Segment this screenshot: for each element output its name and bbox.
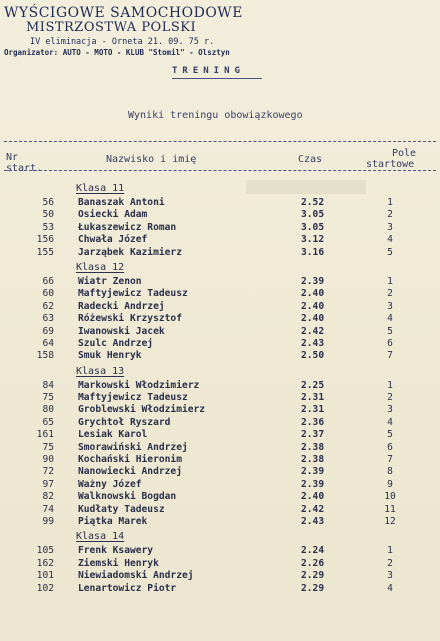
grid-position: 4 xyxy=(387,234,393,246)
results-list xyxy=(0,183,440,595)
lap-time: 2.40 xyxy=(301,491,325,503)
start-number: 155 xyxy=(36,246,54,258)
lap-time: 2.42 xyxy=(301,325,325,337)
session-underline xyxy=(172,78,262,79)
grid-position: 1 xyxy=(387,197,393,208)
start-number: 101 xyxy=(36,570,54,582)
result-row xyxy=(0,417,440,429)
grid-position: 7 xyxy=(387,350,393,362)
start-number: 62 xyxy=(42,300,54,312)
grid-position: 10 xyxy=(384,491,396,503)
lap-time: 2.37 xyxy=(301,429,325,441)
driver-name: Niewiadomski Andrzej xyxy=(78,570,194,582)
grid-position: 5 xyxy=(387,325,393,337)
start-number: 56 xyxy=(42,197,54,208)
start-number: 75 xyxy=(42,392,54,404)
driver-name: Maftyjewicz Tadeusz xyxy=(78,392,188,404)
result-row xyxy=(0,197,440,209)
result-row xyxy=(0,338,440,350)
start-number: 99 xyxy=(42,515,54,527)
grid-position: 11 xyxy=(384,503,396,515)
header-event: IV eliminacja - Orneta 21. 09. 75 r. xyxy=(30,37,215,47)
start-number: 60 xyxy=(42,288,54,300)
lap-time: 2.38 xyxy=(301,441,325,453)
class-label: Klasa 13 xyxy=(76,365,125,377)
result-row xyxy=(0,380,440,392)
lap-time: 3.05 xyxy=(301,221,325,233)
start-number: 74 xyxy=(42,503,54,515)
grid-position: 4 xyxy=(387,313,393,325)
result-row xyxy=(0,516,440,528)
column-header-time: Czas xyxy=(298,154,323,165)
start-number: 75 xyxy=(42,441,54,453)
driver-name: Chwała Józef xyxy=(78,234,148,246)
lap-time: 2.25 xyxy=(301,379,325,391)
lap-time: 2.40 xyxy=(301,288,325,300)
grid-position: 3 xyxy=(387,404,393,416)
driver-name: Osiecki Adam xyxy=(78,209,148,221)
lap-time: 2.50 xyxy=(301,350,325,362)
grid-position: 12 xyxy=(384,515,396,527)
driver-name: Maftyjewicz Tadeusz xyxy=(78,288,188,300)
start-number: 105 xyxy=(36,545,54,557)
driver-name: Iwanowski Jacek xyxy=(78,325,165,337)
lap-time: 2.31 xyxy=(301,392,325,404)
lap-time: 2.39 xyxy=(301,466,325,478)
grid-position: 2 xyxy=(387,209,393,221)
lap-time: 2.36 xyxy=(301,416,325,428)
lap-time: 2.52 xyxy=(301,197,325,208)
result-row xyxy=(0,313,440,325)
lap-time: 2.39 xyxy=(301,478,325,490)
result-row xyxy=(0,479,440,491)
lap-time: 2.24 xyxy=(301,545,325,557)
start-number: 84 xyxy=(42,379,54,391)
result-row xyxy=(0,466,440,478)
lap-time: 2.42 xyxy=(301,503,325,515)
class-label: Klasa 14 xyxy=(76,531,125,543)
grid-position: 4 xyxy=(387,416,393,428)
start-number: 72 xyxy=(42,466,54,478)
class-heading xyxy=(0,531,440,545)
start-number: 64 xyxy=(42,337,54,349)
header-organizer: Organizator: AUTO - MOTO - KLUB "Stomil" - Olsztyn xyxy=(4,48,230,57)
result-row xyxy=(0,350,440,362)
start-number: 50 xyxy=(42,209,54,221)
lap-time: 2.29 xyxy=(301,582,325,594)
start-number: 161 xyxy=(36,429,54,441)
result-row xyxy=(0,276,440,288)
class-label: Klasa 11 xyxy=(76,183,125,194)
grid-position: 1 xyxy=(387,379,393,391)
lap-time: 2.31 xyxy=(301,404,325,416)
lap-time: 2.43 xyxy=(301,337,325,349)
driver-name: Ważny Józef xyxy=(78,478,142,490)
start-number: 102 xyxy=(36,582,54,594)
driver-name: Łukaszewicz Roman xyxy=(78,221,177,233)
driver-name: Lenartowicz Piotr xyxy=(78,582,177,594)
result-row xyxy=(0,504,440,516)
start-number: 156 xyxy=(36,234,54,246)
start-number: 80 xyxy=(42,404,54,416)
grid-position: 8 xyxy=(387,466,393,478)
class-heading xyxy=(0,366,440,380)
start-number: 97 xyxy=(42,478,54,490)
class-heading xyxy=(0,183,440,197)
grid-position: 2 xyxy=(387,288,393,300)
grid-position: 6 xyxy=(387,441,393,453)
lap-time: 2.43 xyxy=(301,515,325,527)
result-row xyxy=(0,301,440,313)
result-row xyxy=(0,392,440,404)
result-row xyxy=(0,234,440,246)
results-subtitle: Wyniki treningu obowiązkowego xyxy=(128,110,303,121)
result-row xyxy=(0,491,440,503)
result-row xyxy=(0,429,440,441)
column-header-grid-position: Pole startowe xyxy=(366,148,417,170)
start-number: 63 xyxy=(42,313,54,325)
start-number: 65 xyxy=(42,416,54,428)
lap-time: 2.39 xyxy=(301,275,325,287)
result-row xyxy=(0,209,440,221)
driver-name: Frenk Ksawery xyxy=(78,545,154,557)
start-number: 53 xyxy=(42,221,54,233)
lap-time: 3.16 xyxy=(301,246,325,258)
lap-time: 2.40 xyxy=(301,300,325,312)
result-row xyxy=(0,545,440,557)
driver-name: Piątka Marek xyxy=(78,515,148,527)
start-number: 82 xyxy=(42,491,54,503)
result-row xyxy=(0,454,440,466)
result-row xyxy=(0,583,440,595)
grid-position: 7 xyxy=(387,454,393,466)
driver-name: Kochański Hieronim xyxy=(78,454,182,466)
driver-name: Lesiak Karol xyxy=(78,429,148,441)
driver-name: Smuk Henryk xyxy=(78,350,142,362)
driver-name: Nanowiecki Andrzej xyxy=(78,466,182,478)
driver-name: Smorawiński Andrzej xyxy=(78,441,188,453)
result-row xyxy=(0,247,440,259)
driver-name: Banaszak Antoni xyxy=(78,197,165,208)
start-number: 66 xyxy=(42,275,54,287)
driver-name: Walknowski Bogdan xyxy=(78,491,177,503)
start-number: 158 xyxy=(36,350,54,362)
driver-name: Ziemski Henryk xyxy=(78,557,159,569)
class-heading xyxy=(0,262,440,276)
header-title: WYŚCIGOWE SAMOCHODOWE xyxy=(4,5,243,21)
column-header-name: Nazwisko i imię xyxy=(106,154,197,165)
driver-name: Kudłaty Tadeusz xyxy=(78,503,165,515)
driver-name: Wiatr Zenon xyxy=(78,275,142,287)
header-subtitle: MISTRZOSTWA POLSKI xyxy=(26,20,197,35)
lap-time: 2.38 xyxy=(301,454,325,466)
result-row xyxy=(0,442,440,454)
grid-position: 1 xyxy=(387,275,393,287)
column-header-number: Nr start. xyxy=(6,152,43,174)
result-row xyxy=(0,558,440,570)
driver-name: Jarząbek Kazimierz xyxy=(78,246,182,258)
driver-name: Radecki Andrzej xyxy=(78,300,165,312)
grid-position: 4 xyxy=(387,582,393,594)
class-label: Klasa 12 xyxy=(76,261,125,273)
grid-position: 1 xyxy=(387,545,393,557)
driver-name: Grychtoł Ryszard xyxy=(78,416,171,428)
result-row xyxy=(0,404,440,416)
lap-time: 3.12 xyxy=(301,234,325,246)
grid-position: 2 xyxy=(387,557,393,569)
result-row xyxy=(0,288,440,300)
result-row xyxy=(0,570,440,582)
grid-position: 9 xyxy=(387,478,393,490)
driver-name: Różewski Krzysztof xyxy=(78,313,182,325)
lap-time: 3.05 xyxy=(301,209,325,221)
table-top-rule xyxy=(4,141,436,142)
lap-time: 2.26 xyxy=(301,557,325,569)
grid-position: 6 xyxy=(387,337,393,349)
start-number: 69 xyxy=(42,325,54,337)
grid-position: 3 xyxy=(387,221,393,233)
header-session: TRENING xyxy=(172,66,245,76)
driver-name: Markowski Włodzimierz xyxy=(78,379,200,391)
lap-time: 2.40 xyxy=(301,313,325,325)
start-number: 162 xyxy=(36,557,54,569)
grid-position: 3 xyxy=(387,300,393,312)
result-row xyxy=(0,326,440,338)
driver-name: Groblewski Włodzimierz xyxy=(78,404,206,416)
lap-time: 2.29 xyxy=(301,570,325,582)
grid-position: 5 xyxy=(387,246,393,258)
table-header-rule xyxy=(4,170,436,171)
start-number: 90 xyxy=(42,454,54,466)
grid-position: 3 xyxy=(387,570,393,582)
grid-position: 2 xyxy=(387,392,393,404)
driver-name: Szulc Andrzej xyxy=(78,337,154,349)
grid-position: 5 xyxy=(387,429,393,441)
result-row xyxy=(0,222,440,234)
